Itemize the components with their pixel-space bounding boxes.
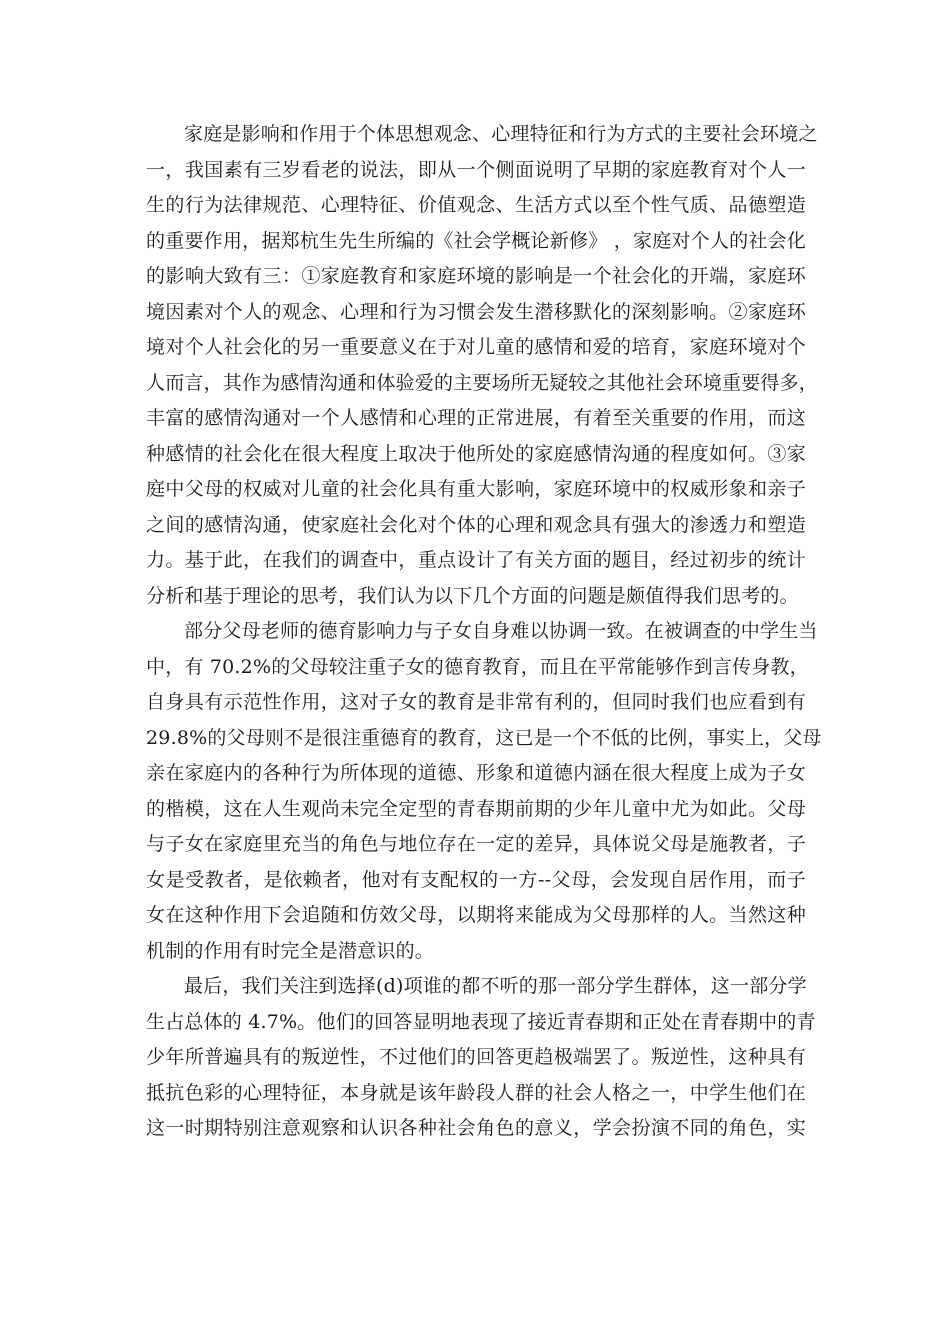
text-line: 分析和基于理论的思考，我们认为以下几个方面的问题是颇值得我们思考的。 xyxy=(146,584,799,607)
text-line: 女是受教者，是依赖者，他对有支配权的一方--父母，会发现自居作用，而子 xyxy=(146,868,806,891)
text-line: 亲在家庭内的各种行为所体现的道德、形象和道德内涵在很大程度上成为子女 xyxy=(146,762,806,784)
text-line: 家庭是影响和作用于个体思想观念、心理特征和行为方式的主要社会环境之 xyxy=(184,123,818,145)
paragraph xyxy=(146,614,822,969)
text-line: 庭中父母的权威对儿童的社会化具有重大影响，家庭环境中的权威形象和亲子 xyxy=(146,478,806,500)
text-line: 境对个人社会化的另一重要意义在于对儿童的感情和爱的培育，家庭环境对个 xyxy=(146,336,806,358)
text-line: 生的行为法律规范、心理特征、价值观念、生活方式以至个性气质、品德塑造 xyxy=(146,194,806,216)
text-line: 自身具有示范性作用，这对子女的教育是非常有利的，但同时我们也应看到有 xyxy=(146,691,806,713)
text-line: 女在这种作用下会追随和仿效父母，以期将来能成为父母那样的人。当然这种 xyxy=(146,904,806,926)
text-line: 29.8%的父母则不是很注重德育的教育，这已是一个不低的比例，事实上，父母 xyxy=(146,726,822,749)
paragraph xyxy=(146,969,816,1147)
text-line: 人而言，其作为感情沟通和体验爱的主要场所无疑较之其他社会环境重要得多， xyxy=(146,371,819,394)
text-line: 少年所普遍具有的叛逆性，不过他们的回答更趋极端罢了。叛逆性，这种具有 xyxy=(146,1046,806,1068)
text-line: 种感情的社会化在很大程度上取决于他所处的家庭感情沟通的程度如何。③家 xyxy=(146,442,806,465)
text-line: 生占总体的 4.7%。他们的回答显明地表现了接近青春期和正处在青春期中的青 xyxy=(146,1010,816,1033)
text-line: 的楷模，这在人生观尚未完全定型的青春期前期的少年儿童中尤为如此。父母 xyxy=(146,797,806,820)
text-line: 一，我国素有三岁看老的说法，即从一个侧面说明了早期的家庭教育对个人一 xyxy=(146,158,806,181)
text-line: 的重要作用，据郑杭生先生所编的《社会学概论新修》 ，家庭对个人的社会化 xyxy=(146,229,806,252)
body-text xyxy=(146,117,822,1147)
text-line: 抵抗色彩的心理特征，本身就是该年龄段人群的社会人格之一，中学生他们在 xyxy=(146,1081,806,1104)
text-line: 力。基于此，在我们的调查中，重点设计了有关方面的题目，经过初步的统计 xyxy=(146,549,806,571)
text-line: 丰富的感情沟通对一个人感情和心理的正常进展，有着至关重要的作用，而这 xyxy=(146,407,806,429)
text-line: 境因素对个人的观念、心理和行为习惯会发生潜移默化的深刻影响。②家庭环 xyxy=(146,300,806,323)
text-line: 与子女在家庭里充当的角色与地位存在一定的差异，具体说父母是施教者，子 xyxy=(146,833,806,855)
text-line: 部分父母老师的德育影响力与子女自身难以协调一致。在被调查的中学生当 xyxy=(184,620,818,642)
text-line: 这一时期特别注意观察和认识各种社会角色的意义，学会扮演不同的角色，实 xyxy=(146,1117,806,1139)
text-line: 最后，我们关注到选择(d)项谁的都不听的那一部分学生群体，这一部分学 xyxy=(184,975,807,997)
text-line: 机制的作用有时完全是潜意识的。 xyxy=(146,939,435,962)
text-line: 之间的感情沟通，使家庭社会化对个体的心理和观念具有强大的渗透力和塑造 xyxy=(146,513,806,536)
text-line: 的影响大致有三：①家庭教育和家庭环境的影响是一个社会化的开端，家庭环 xyxy=(146,265,806,287)
paragraph xyxy=(146,117,819,614)
text-line: 中，有 70.2%的父母较注重子女的德育教育，而且在平常能够作到言传身教， xyxy=(146,655,809,678)
